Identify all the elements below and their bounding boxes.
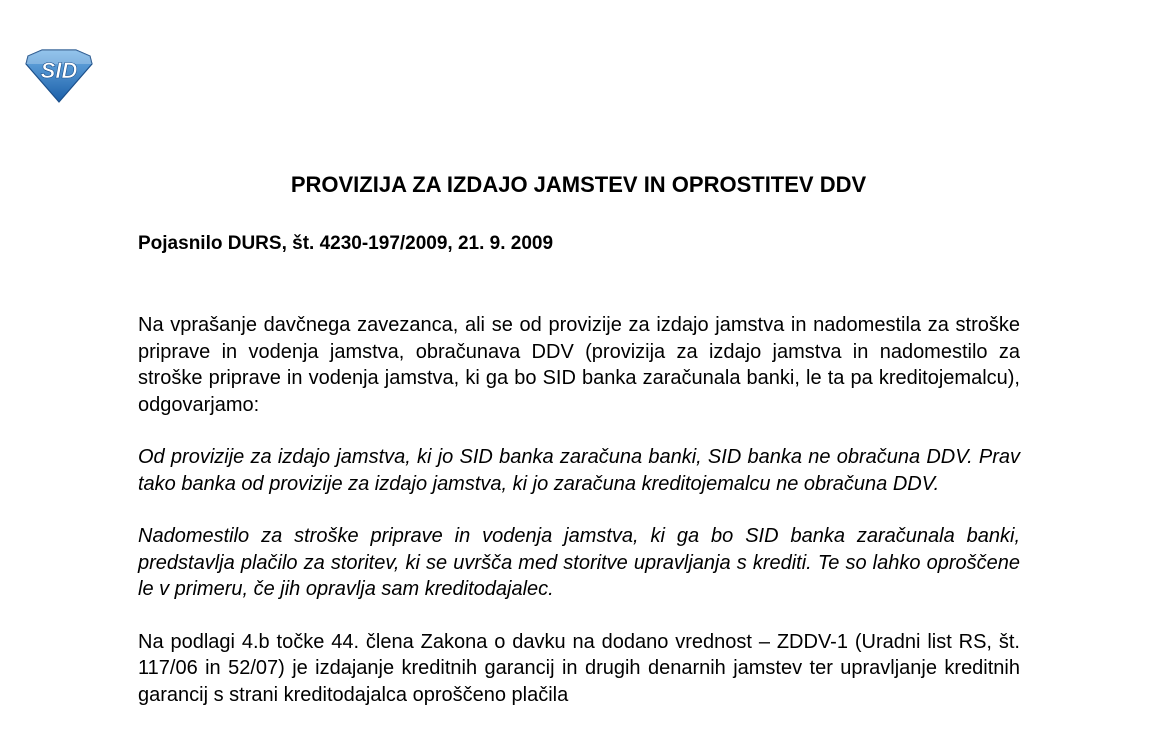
paragraph-question: Na vprašanje davčnega zavezanca, ali se od provizije za izdajo jamstva in nadomestila za stroške priprave in vodenja jamstva, obračunava DDV (provizija za izdajo jamstva in nadomestilo za stroške priprave in vodenja jamstva, ki ga bo SID banka zaračunala banki, le ta pa kreditojemalcu), odgovarjamo:	[138, 314, 1020, 416]
sid-bank-diamond-logo-icon	[22, 48, 96, 104]
paragraph-legal-basis: Na podlagi 4.b točke 44. člena Zakona o davku na dodano vrednost – ZDDV-1 (Uradni list RS, št. 117/06 in 52/07) je izdajanje kreditnih garancij in drugih denarnih jamstev ter upravljanje kreditnih garancij s strani kreditodajalca oproščeno plačila	[138, 630, 1020, 706]
document-title: PROVIZIJA ZA IZDAJO JAMSTEV IN OPROSTITEV DDV	[290, 172, 867, 197]
paragraph-answer-commission: Od provizije za izdajo jamstva, ki jo SID banka zaračuna banki, SID banka ne obračuna DDV. Prav tako banka od provizije za izdajo jamstva, ki jo zaračuna kreditojemalcu ne obračuna DDV.	[138, 446, 1020, 495]
logo-mark-text: SID	[40, 58, 78, 83]
document-body	[138, 312, 1020, 734]
paragraph-answer-fee: Nadomestilo za stroške priprave in vodenja jamstva, ki ga bo SID banka zaračunala banki, predstavlja plačilo za storitev, ki se uvršča med storitve upravljanja s krediti. Te so lahko oproščene le v primeru, če jih opravlja sam kreditodajalec.	[138, 525, 1020, 600]
sid-bank-logo	[22, 48, 96, 104]
document-subtitle: Pojasnilo DURS, št. 4230-197/2009, 21. 9. 2009	[138, 233, 554, 254]
